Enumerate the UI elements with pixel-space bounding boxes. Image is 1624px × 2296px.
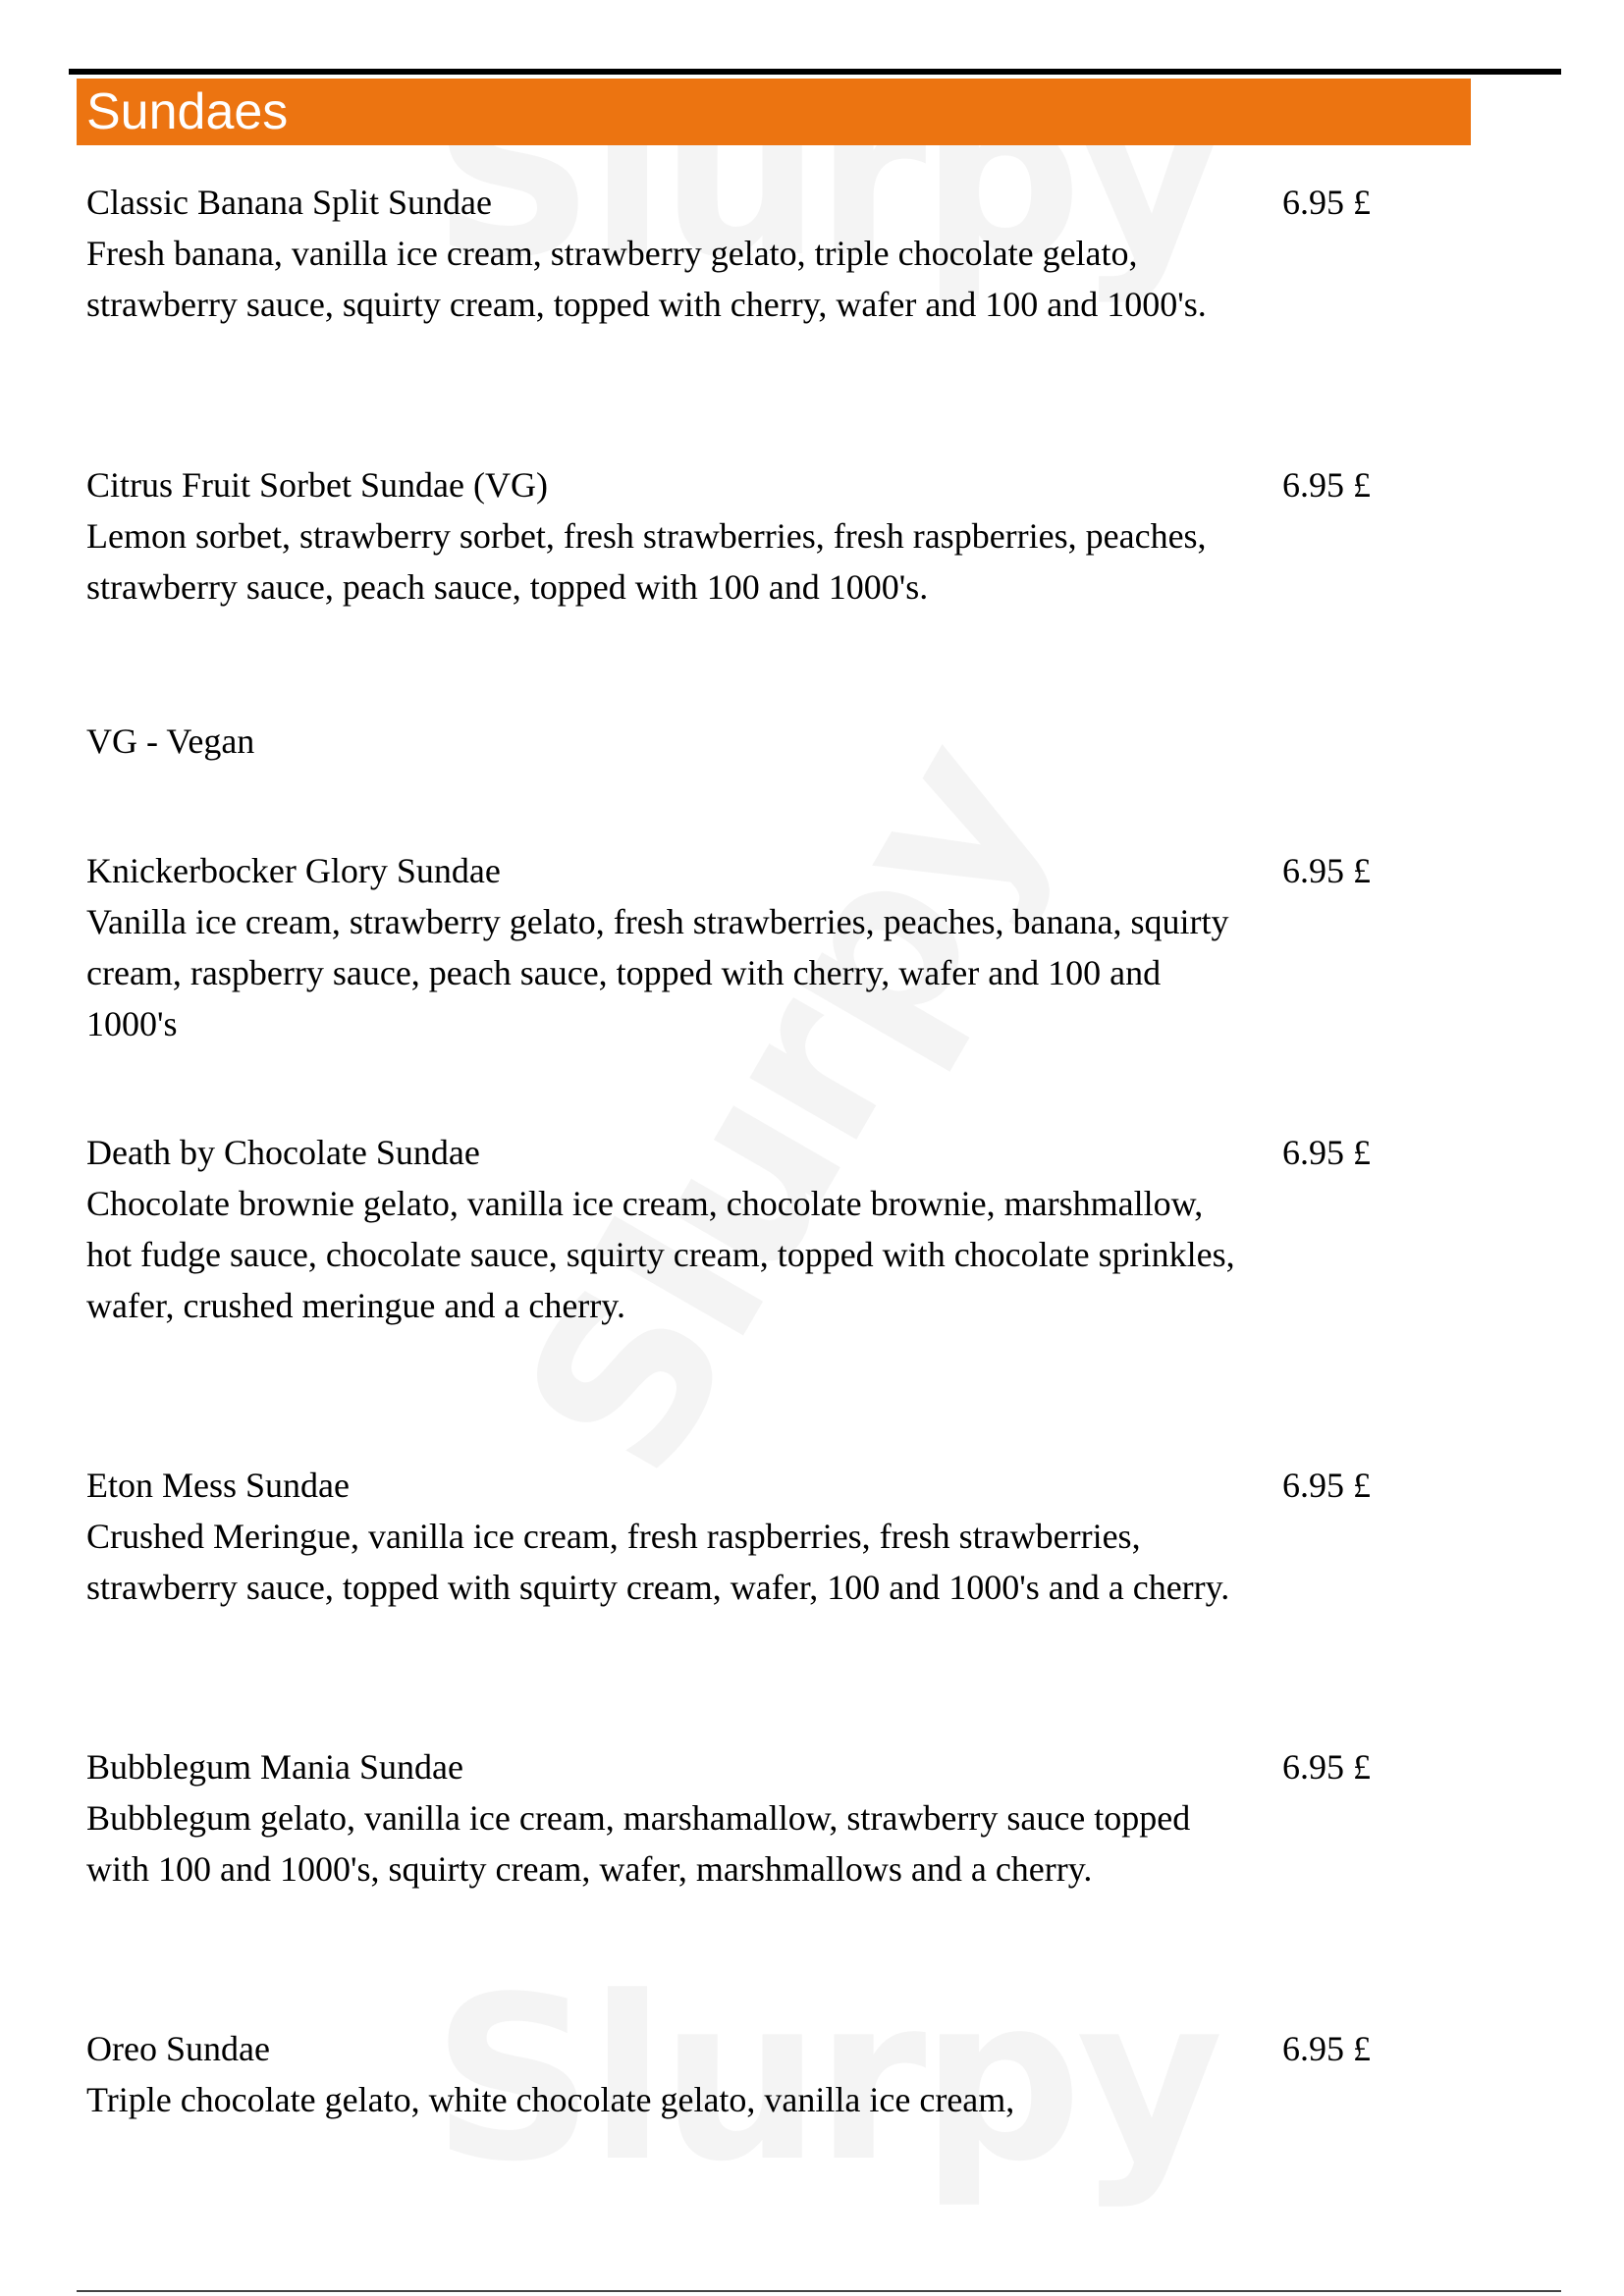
section-title: Sundaes: [77, 79, 1471, 145]
item-description: Triple chocolate gelato, white chocolate gelato, vanilla ice cream,: [86, 2080, 1015, 2119]
watermark-logo: [468, 688, 1102, 1529]
item-description: Bubblegum gelato, vanilla ice cream, marshamallow, strawberry sauce topped with 100 and 1000's, squirty cream, wafer, marshmallows and a cherry.: [86, 1798, 1191, 1889]
menu-item: [86, 845, 1245, 1049]
menu-item: [86, 1741, 1245, 1895]
bottom-rule: [77, 2290, 1561, 2292]
menu-item: [86, 459, 1245, 613]
item-price: 6.95 £: [1282, 465, 1371, 505]
menu-item: [86, 177, 1245, 330]
item-price: 6.95 £: [1282, 1133, 1371, 1172]
item-name: Citrus Fruit Sorbet Sundae (VG): [86, 465, 548, 505]
item-name: Classic Banana Split Sundae: [86, 183, 492, 222]
menu-item: [86, 1460, 1245, 1613]
item-name: Oreo Sundae: [86, 2029, 270, 2068]
item-price: 6.95 £: [1282, 2029, 1371, 2068]
item-name: Knickerbocker Glory Sundae: [86, 851, 501, 890]
menu-item: [86, 1127, 1245, 1331]
item-price: 6.95 £: [1282, 183, 1371, 222]
item-description: Lemon sorbet, strawberry sorbet, fresh strawberries, fresh raspberries, peaches, strawberry sauce, peach sauce, topped with 100 and 1000's.: [86, 516, 1207, 607]
item-price: 6.95 £: [1282, 1466, 1371, 1505]
top-rule: [69, 69, 1561, 75]
item-price: 6.95 £: [1282, 1747, 1371, 1787]
menu-item: [86, 2023, 1245, 2125]
item-description: Vanilla ice cream, strawberry gelato, fresh strawberries, peaches, banana, squirty cream, raspberry sauce, peach sauce, topped with cherry, wafer and 100 and 1000's: [86, 902, 1229, 1043]
item-name: Eton Mess Sundae: [86, 1466, 350, 1505]
item-description: Chocolate brownie gelato, vanilla ice cream, chocolate brownie, marshmallow, hot fudge sauce, chocolate sauce, squirty cream, topped with chocolate sprinkles, wafer, crushed meringue and a cherry.: [86, 1184, 1235, 1325]
item-name: Death by Chocolate Sundae: [86, 1133, 480, 1172]
item-price: 6.95 £: [1282, 851, 1371, 890]
item-name: Bubblegum Mania Sundae: [86, 1747, 463, 1787]
vegan-note: VG - Vegan: [86, 721, 255, 761]
item-description: Crushed Meringue, vanilla ice cream, fresh raspberries, fresh strawberries, strawberry sauce, topped with squirty cream, wafer, 100 and 1000's and a cherry.: [86, 1517, 1230, 1607]
item-description: Fresh banana, vanilla ice cream, strawberry gelato, triple chocolate gelato, strawberry sauce, squirty cream, topped with cherry, wafer and 100 and 1000's.: [86, 234, 1207, 324]
